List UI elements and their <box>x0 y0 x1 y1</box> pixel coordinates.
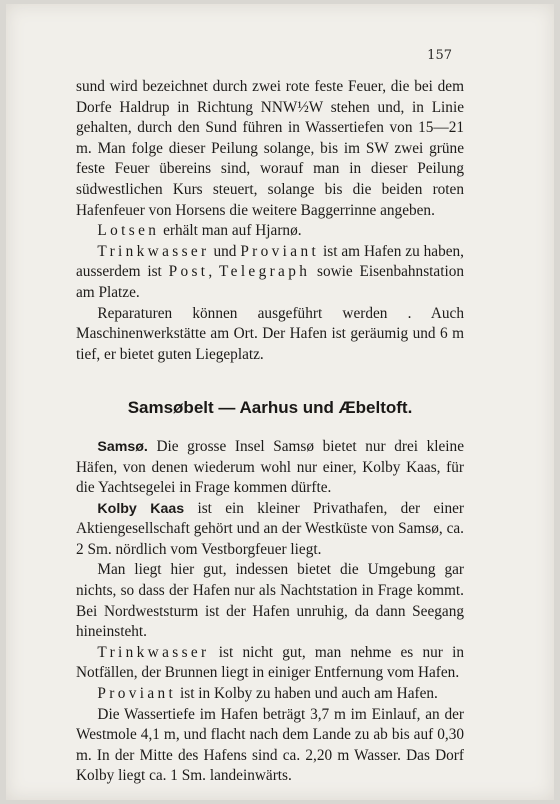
paragraph-water-depth: Die Wassertiefe im Hafen beträgt 3,7 m im Einlauf, an der Westmole 4,1 m, und flacht nach dem Lande zu ab bis auf 0,30 m. In der Mitte des Hafens sind ca. 2,20 m Wasser. Das Dorf Kolby liegt ca. 1 Sm. landeinwärts. <box>76 705 464 785</box>
paragraph-pilots <box>76 221 464 242</box>
term-proviant: Proviant <box>240 242 320 260</box>
page-number: 157 <box>427 48 452 63</box>
term-proviant-2: Proviant <box>97 685 177 703</box>
paragraph-provisions-text: ist in Kolby zu haben und auch am Hafen. <box>176 685 438 703</box>
paragraph-samsoe <box>76 437 464 499</box>
paragraph-repairs: Reparaturen können ausgeführt werden . Auch Maschinenwerkstätte am Ort. Der Hafen ist geräumig und 6 m tief, er bietet guten Liegeplatz. <box>76 304 464 363</box>
paragraph-supplies <box>76 242 464 304</box>
term-telegraph: Telegraph <box>219 263 311 281</box>
term-lotsen: Lotsen <box>97 222 160 240</box>
paragraph-pilots-text: erhält man auf Hjarnø. <box>159 222 302 240</box>
paragraph-channel-lights: sund wird bezeichnet durch zwei rote feste Feuer, die bei dem Dorfe Haldrup in Richtung NNW½W stehen und, in Linie gehalten, durch den Sund führen in Wassertiefen von 15—21 m. Man folge dieser Peilung solange, bis im SW zwei grüne feste Feuer übereins sind, worauf man in dieser Peilung südwestlichen Kurs steuert, solange bis die beiden roten Hafenfeuer von Horsens die weitere Baggerrinne angeben. <box>76 78 464 219</box>
term-post: Post <box>168 263 209 281</box>
paragraph-drinking-water <box>76 643 464 684</box>
term-kolby-kaas: Kolby Kaas <box>97 500 185 517</box>
paragraph-anchorage: Man liegt hier gut, indessen bietet die Umgebung gar nichts, so dass der Hafen nur als Nachtstation in Frage kommt. Bei Nordweststurm ist der Hafen unruhig, da dann Seegang hineinsteht. <box>76 561 464 641</box>
paragraph-provisions <box>76 684 464 705</box>
paragraph-kolby-kaas-text: ist ein kleiner Privathafen, der einer Aktiengesellschaft gehört und an der Westküste von Samsø, ca. 2 Sm. nördlich vom Vestborgfeuer liegt. <box>76 499 464 558</box>
body-text <box>76 77 464 787</box>
term-trinkwasser: Trinkwasser <box>97 242 210 260</box>
paragraph-supplies-text-3: , <box>208 263 220 281</box>
term-samsoe: Samsø. <box>97 438 148 455</box>
paragraph-drinking-water-text: ist nicht gut, man nehme es nur in Notfällen, der Brunnen liegt in einiger Entfernung vom Hafen. <box>76 643 464 682</box>
book-page <box>6 4 554 800</box>
paragraph-supplies-text-1: und <box>209 242 241 260</box>
paragraph-kolby-kaas <box>76 499 464 561</box>
paragraph-supplies-text-4: sowie Eisenbahnstation am Platze. <box>76 263 464 301</box>
paragraph-supplies-text-2: ist am Hafen zu haben, ausserdem ist <box>76 242 464 281</box>
paragraph-samsoe-text: Die grosse Insel Samsø bietet nur drei kleine Häfen, von denen wiederum wohl nur einer, Kolby Kaas, für die Yachtsegelei in Frage kommen dürfte. <box>76 437 464 497</box>
term-trinkwasser-2: Trinkwasser <box>97 643 210 661</box>
section-heading: Samsøbelt — Aarhus und Æbeltoft. <box>127 398 413 418</box>
